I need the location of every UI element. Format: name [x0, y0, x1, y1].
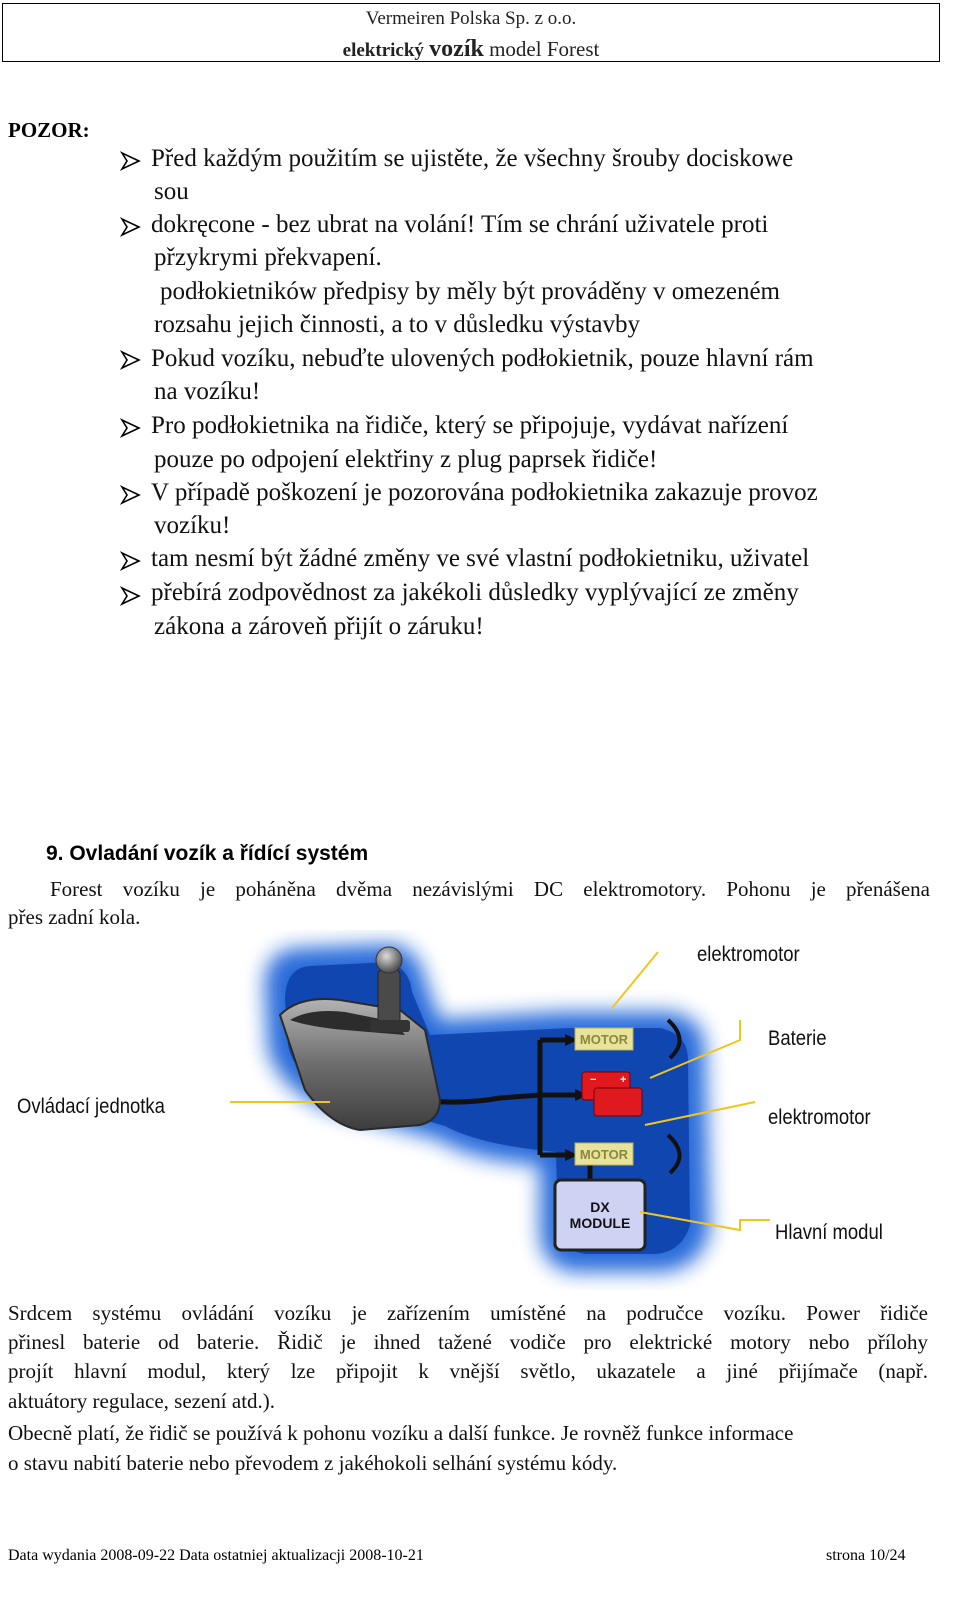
warning-line: Před každým použitím se ujistěte, že všechny šrouby dociskowe — [151, 145, 794, 172]
warning-line: V případě poškození je pozorována podłokietnika zakazuje provoz — [151, 479, 818, 506]
body-line: přinesl baterie od baterie. Řidič je ihned tažené vodiče pro elektrické motory nebo přílohy — [8, 1330, 928, 1354]
label-motor-bottom: elektromotor — [768, 1106, 871, 1129]
warning-line: na vozíku! — [154, 378, 261, 405]
label-motor-top: elektromotor — [697, 943, 800, 966]
svg-text:+: + — [620, 1074, 627, 1086]
arrow-bullet-icon — [120, 349, 142, 371]
motor-top-label: MOTOR — [579, 1032, 629, 1047]
document-title: elektrický vozík model Forest — [342, 36, 600, 62]
warning-line: rozsahu jejich činnosti, a to v důsledku výstavby — [154, 311, 641, 338]
footer-page-number: strona 10/24 — [826, 1547, 906, 1564]
warning-line: tam nesmí být žádné změny ve své vlastní podłokietniku, uživatel — [151, 545, 810, 572]
warning-line: přebírá zodpovědnost za jakékoli důsledky vyplývající ze změny — [151, 579, 799, 606]
warning-line: přzykrymi překvapení. — [154, 244, 382, 271]
page-header — [2, 3, 940, 62]
body-line: aktuátory regulace, sezení atd.). — [8, 1389, 276, 1413]
warning-heading: POZOR: — [8, 118, 90, 142]
warning-line: sou — [154, 178, 189, 205]
label-main-module: Hlavní modul — [775, 1221, 883, 1244]
footer-dates: Data wydania 2008-09-22 Data ostatniej aktualizacji 2008-10-21 — [8, 1547, 424, 1564]
label-control-unit: Ovládací jednotka — [17, 1095, 165, 1118]
warning-line: podłokietników předpisy by měly být prováděny v omezeném — [160, 278, 781, 305]
body-line: projít hlavní modul, který lze připojit k vnější světlo, ukazatele a jiné přijímače (např. — [8, 1359, 928, 1383]
arrow-bullet-icon — [120, 550, 142, 572]
label-battery: Baterie — [768, 1027, 827, 1050]
motor-bottom-label: MOTOR — [579, 1147, 629, 1162]
module-line1: DX — [590, 1199, 610, 1215]
intro-line: přes zadní kola. — [8, 905, 141, 929]
company-name: Vermeiren Polska Sp. z o.o. — [365, 8, 577, 29]
warning-line: vozíku! — [154, 512, 231, 539]
motor-bottom — [575, 1143, 633, 1165]
arrow-bullet-icon — [120, 216, 142, 238]
dx-module — [555, 1180, 645, 1250]
body-line: Srdcem systému ovládání vozíku je zařízením umístěné na područce vozíku. Power řidiče — [8, 1301, 928, 1325]
arrow-bullet-icon — [120, 150, 142, 172]
warning-line: Pokud vozíku, nebuďte ulovených podłokietnik, pouze hlavní rám — [151, 345, 814, 372]
body-line: Obecně platí, že řidič se používá k pohonu vozíku a další funkce. Je rovněž funkce informace — [8, 1421, 794, 1445]
section-title: 9. Ovladání vozík a řídící systém — [46, 842, 369, 865]
warning-line: pouze po odpojení elektřiny z plug paprsek řidiče! — [154, 446, 658, 473]
module-line2: MODULE — [569, 1215, 631, 1231]
arrow-bullet-icon — [120, 417, 142, 439]
arrow-bullet-icon — [120, 585, 142, 607]
warning-line: zákona a zároveň přijít o záruku! — [154, 613, 484, 640]
arrow-bullet-icon — [120, 484, 142, 506]
intro-line: Forest vozíku je poháněna dvěma nezávislými DC elektromotory. Pohonu je přenášena — [50, 877, 930, 901]
warning-line: dokręcone - bez ubrat na volání! Tím se chrání uživatele proti — [151, 211, 769, 238]
warning-line: Pro podłokietnika na řidiče, který se připojuje, vydávat nařízení — [151, 412, 789, 439]
motor-top — [575, 1028, 633, 1050]
body-line: o stavu nabití baterie nebo převodem z jakéhokoli selhání systému kódy. — [8, 1451, 618, 1475]
svg-text:−: − — [590, 1074, 597, 1086]
